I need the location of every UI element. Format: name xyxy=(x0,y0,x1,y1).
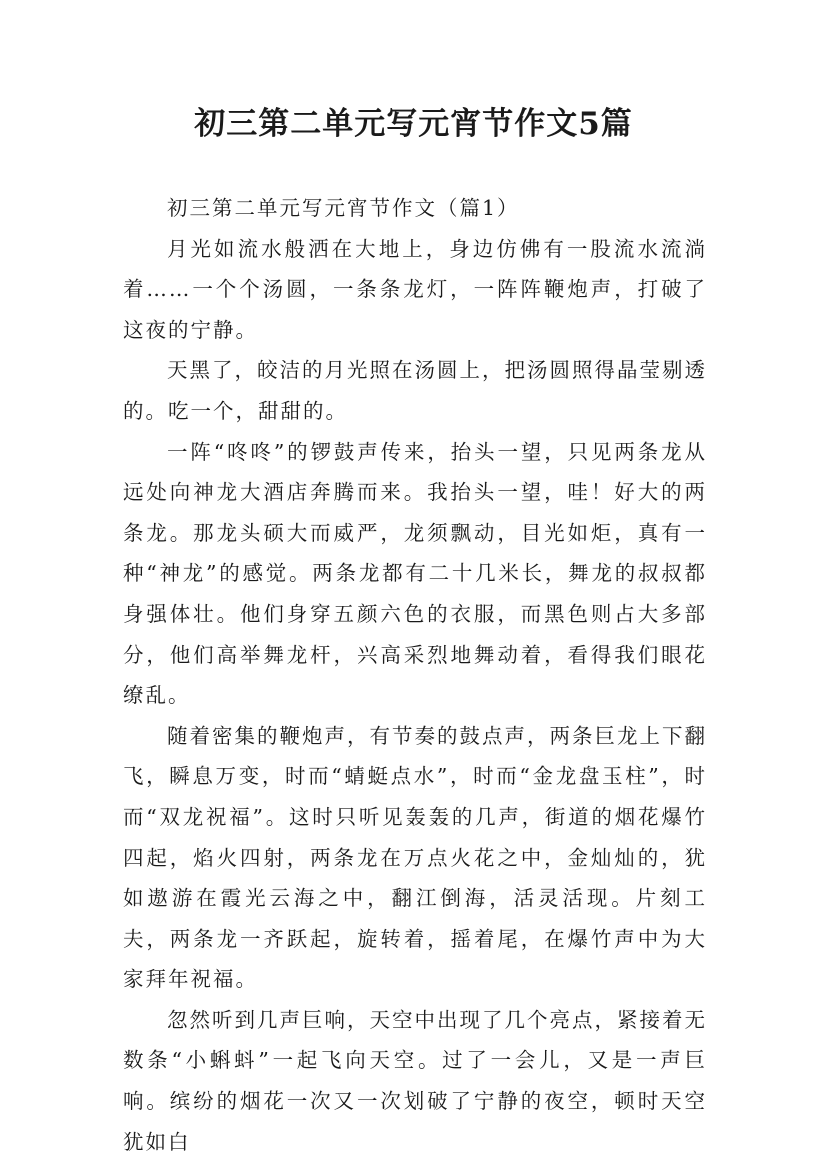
document-title: 初三第二单元写元宵节作文5篇 xyxy=(194,106,633,142)
paragraph-5: 忽然听到几声巨响，天空中出现了几个亮点，紧接着无数条“小蝌蚪”一起飞向天空。过了一会儿，又是一声巨响。缤纷的烟花一次又一次划破了宁静的夜空，顿时天空犹如白 xyxy=(123,1007,707,1154)
paragraph-3: 一阵“咚咚”的锣鼓声传来，抬头一望，只见两条龙从远处向神龙大酒店奔腾而来。我抬头一望，哇！好大的两条龙。那龙头硕大而威严，龙须飘动，目光如炬，真有一种“神龙”的感觉。两条龙都有二十几米长，舞龙的叔叔都身强体壮。他们身穿五颜六色的衣服，而黑色则占大多部分，他们高举舞龙杆，兴高采烈地舞动着，看得我们眼花缭乱。 xyxy=(123,439,707,708)
paragraph-1: 月光如流水般洒在大地上，身边仿佛有一股流水流淌着……一个个汤圆，一条条龙灯，一阵阵鞭炮声，打破了这夜的宁静。 xyxy=(123,236,707,342)
document-body xyxy=(123,188,707,1162)
section-heading: 初三第二单元写元宵节作文（篇1） xyxy=(167,196,520,220)
paragraph-2: 天黑了，皎洁的月光照在汤圆上，把汤圆照得晶莹剔透的。吃一个，甜甜的。 xyxy=(123,358,707,423)
paragraph-4: 随着密集的鞭炮声，有节奏的鼓点声，两条巨龙上下翻飞，瞬息万变，时而“蜻蜓点水”，时而“金龙盘玉柱”，时而“双龙祝福”。这时只听见轰轰的几声，街道的烟花爆竹四起，焰火四射，两条龙在万点火花之中，金灿灿的，犹如遨游在霞光云海之中，翻江倒海，活灵活现。片刻工夫，两条龙一齐跃起，旋转着，摇着尾，在爆竹声中为大家拜年祝福。 xyxy=(123,723,707,992)
